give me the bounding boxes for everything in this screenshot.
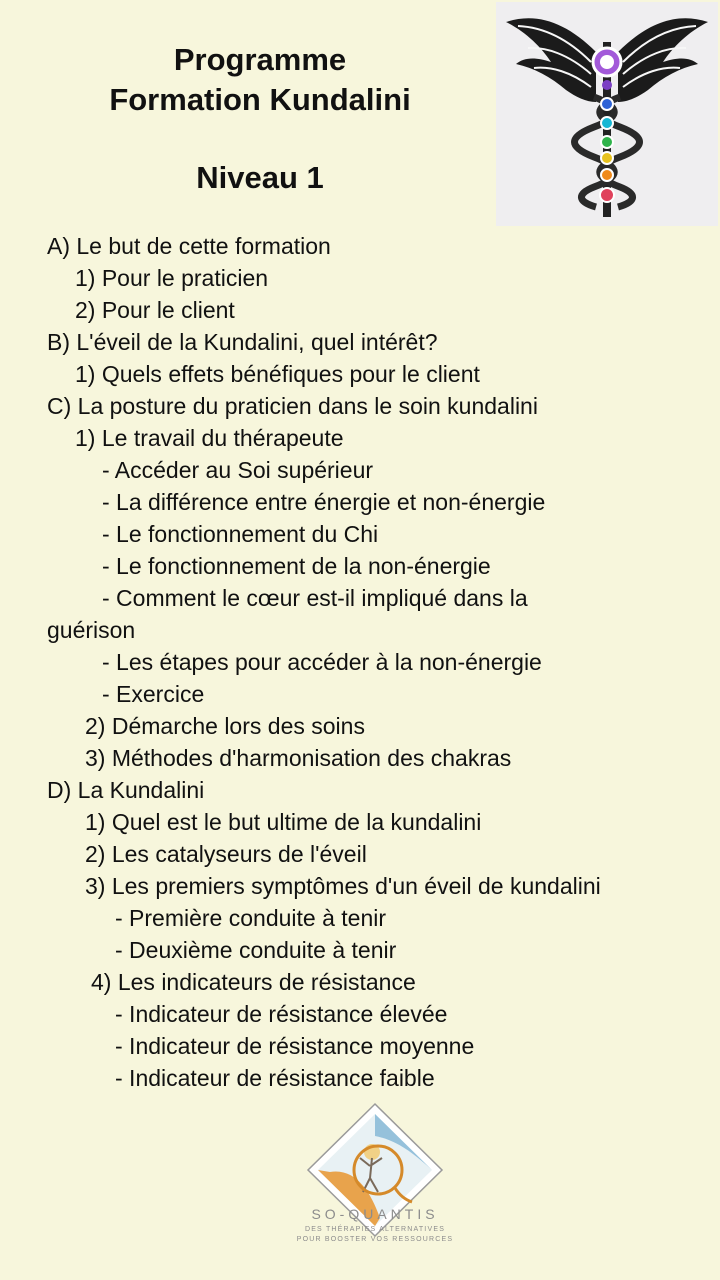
outline-item: 2) Pour le client — [75, 297, 235, 323]
outline-item: - Le fonctionnement de la non-énergie — [102, 553, 491, 579]
outline-item: - Indicateur de résistance faible — [115, 1065, 435, 1091]
outline-item: 2) Les catalyseurs de l'éveil — [85, 841, 367, 867]
outline-item: 1) Quel est le but ultime de la kundalini — [85, 809, 482, 835]
outline-item: - Le fonctionnement du Chi — [102, 521, 379, 547]
caduceus-chakra-icon — [496, 2, 718, 226]
outline-item: - Les étapes pour accéder à la non-énergie — [102, 649, 542, 675]
outline-item: 3) Méthodes d'harmonisation des chakras — [85, 745, 512, 771]
outline-item: - Indicateur de résistance élevée — [115, 1001, 448, 1027]
outline-item: - Accéder au Soi supérieur — [102, 457, 374, 483]
outline-item: - Première conduite à tenir — [115, 905, 387, 931]
outline-item: 1) Pour le praticien — [75, 265, 269, 291]
outline-item: - Exercice — [102, 681, 205, 707]
outline-item: 1) Le travail du thérapeute — [75, 425, 344, 451]
outline-item: D) La Kundalini — [47, 777, 205, 803]
tagline-line-1: DES THÉRAPIES ALTERNATIVES — [304, 1226, 446, 1233]
outline-item: - Indicateur de résistance moyenne — [115, 1033, 475, 1059]
outline-item: B) L'éveil de la Kundalini, quel intérêt? — [47, 329, 438, 355]
outline-item: 1) Quels effets bénéfiques pour le client — [75, 361, 480, 387]
title-line-1: Programme — [173, 42, 347, 77]
title-line-2: Formation Kundalini — [109, 82, 411, 117]
outline-item: - Comment le cœur est-il impliqué dans la — [102, 585, 528, 611]
outline-item: - La différence entre énergie et non-énergie — [102, 489, 546, 515]
outline-item: C) La posture du praticien dans le soin kundalini — [47, 393, 538, 419]
level-heading: Niveau 1 — [196, 160, 324, 195]
outline-item: - Deuxième conduite à tenir — [115, 937, 397, 963]
brand-name: SO-QUANTIS — [311, 1206, 439, 1222]
outline-item: A) Le but de cette formation — [47, 233, 331, 259]
outline-item: 4) Les indicateurs de résistance — [91, 969, 416, 995]
outline-item: 3) Les premiers symptômes d'un éveil de kundalini — [85, 873, 601, 899]
page-title — [40, 40, 480, 120]
outline-item: 2) Démarche lors des soins — [85, 713, 365, 739]
outline-item: guérison — [47, 617, 136, 643]
tagline-line-2: POUR BOOSTER VOS RESSOURCES — [296, 1236, 454, 1243]
